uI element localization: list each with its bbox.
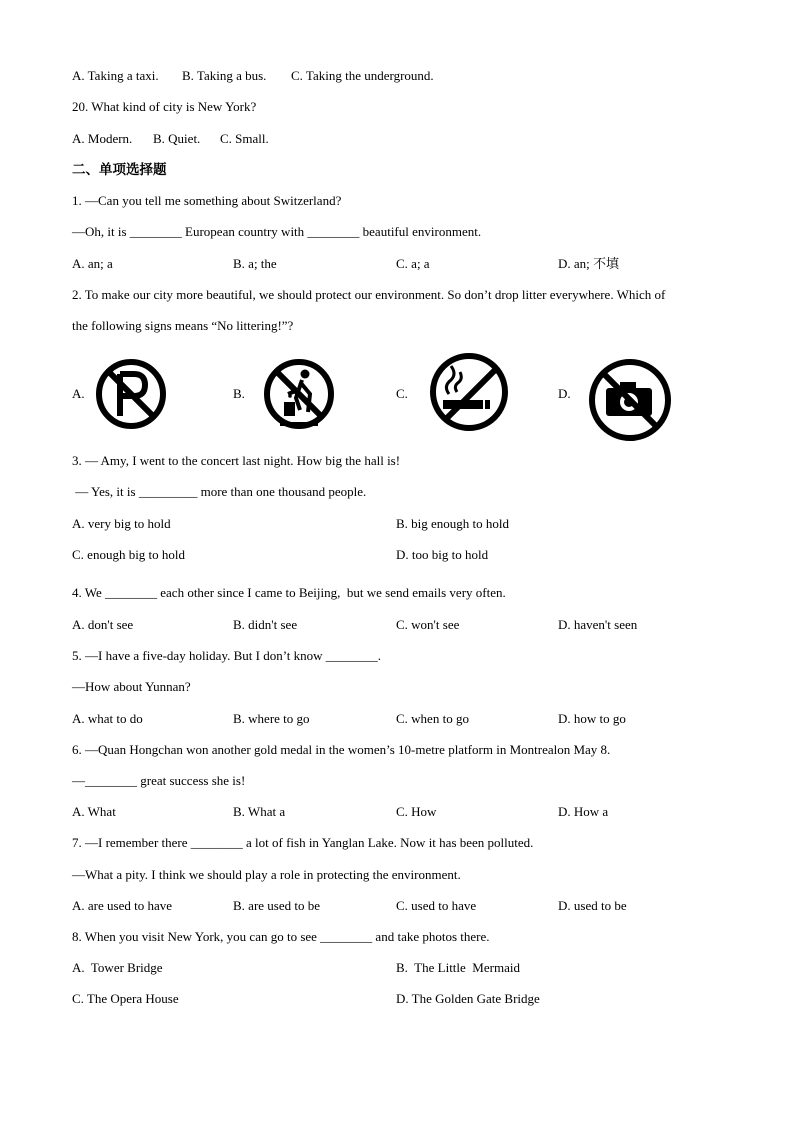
q20-option-b[interactable]: B. Quiet.	[153, 131, 201, 146]
q7-option-c[interactable]: C. used to have	[396, 898, 477, 913]
q1-option-a[interactable]: A. an; a	[72, 256, 113, 271]
q2-option-c-label[interactable]: C.	[396, 386, 408, 401]
q5-option-d[interactable]: D. how to go	[558, 711, 626, 726]
q8-option-d[interactable]: D. The Golden Gate Bridge	[396, 991, 540, 1006]
q3-option-a[interactable]: A. very big to hold	[72, 516, 171, 531]
q8-option-b[interactable]: B. The Little Mermaid	[396, 960, 520, 975]
q1-line2: —Oh, it is ________ European country with ________ beautiful environment.	[72, 224, 482, 239]
q2-option-a-label[interactable]: A.	[72, 386, 85, 401]
q4-option-a[interactable]: A. don't see	[72, 617, 134, 632]
q3-line2: — Yes, it is _________ more than one thousand people.	[72, 484, 367, 499]
q6-option-c[interactable]: C. How	[396, 804, 437, 819]
q2-option-d-label[interactable]: D.	[558, 386, 571, 401]
q4-option-b[interactable]: B. didn't see	[233, 617, 298, 632]
q5-line1: 5. —I have a five-day holiday. But I don’t know ________.	[72, 648, 382, 663]
q3-option-d[interactable]: D. too big to hold	[396, 547, 489, 562]
q19-option-a[interactable]: A. Taking a taxi.	[72, 68, 159, 83]
q8-option-a[interactable]: A. Tower Bridge	[72, 960, 163, 975]
q7-line1: 7. —I remember there ________ a lot of fish in Yanglan Lake. Now it has been polluted.	[72, 835, 534, 850]
no-parking-sign-icon[interactable]	[94, 352, 168, 434]
q4-option-c[interactable]: C. won't see	[396, 617, 460, 632]
q19-option-c[interactable]: C. Taking the underground.	[291, 68, 434, 83]
no-littering-sign-icon[interactable]	[262, 350, 336, 436]
q2-option-b-label[interactable]: B.	[233, 386, 245, 401]
q6-line1: 6. —Quan Hongchan won another gold medal in the women’s 10-metre platform in Montrealon May 8.	[72, 742, 611, 757]
q20-option-c[interactable]: C. Small.	[220, 131, 269, 146]
q6-line2: —________ great success she is!	[72, 773, 246, 788]
q1-option-d[interactable]: D. an; 不填	[558, 256, 620, 271]
q7-option-d[interactable]: D. used to be	[558, 898, 627, 913]
no-smoking-sign-icon[interactable]	[427, 350, 511, 434]
q7-option-b[interactable]: B. are used to be	[233, 898, 321, 913]
q3-option-c[interactable]: C. enough big to hold	[72, 547, 186, 562]
q3-line1: 3. — Amy, I went to the concert last night. How big the hall is!	[72, 453, 401, 468]
q5-option-b[interactable]: B. where to go	[233, 711, 310, 726]
q5-option-a[interactable]: A. what to do	[72, 711, 143, 726]
q20-question: 20. What kind of city is New York?	[72, 99, 257, 114]
q6-option-a[interactable]: A. What	[72, 804, 116, 819]
q19-option-b[interactable]: B. Taking a bus.	[182, 68, 267, 83]
q6-option-b[interactable]: B. What a	[233, 804, 286, 819]
q1-option-b[interactable]: B. a; the	[233, 256, 277, 271]
no-photography-sign-icon[interactable]	[586, 356, 674, 444]
q20-option-a[interactable]: A. Modern.	[72, 131, 133, 146]
q1-line1: 1. —Can you tell me something about Switzerland?	[72, 193, 342, 208]
q2-line2: the following signs means “No littering!”?	[72, 318, 294, 333]
section-heading: 二、单项选择题	[72, 162, 167, 178]
q6-option-d[interactable]: D. How a	[558, 804, 609, 819]
q7-option-a[interactable]: A. are used to have	[72, 898, 172, 913]
q8-option-c[interactable]: C. The Opera House	[72, 991, 179, 1006]
q1-option-c[interactable]: C. a; a	[396, 256, 430, 271]
q5-option-c[interactable]: C. when to go	[396, 711, 469, 726]
q5-line2: —How about Yunnan?	[72, 679, 191, 694]
q7-line2: —What a pity. I think we should play a role in protecting the environment.	[72, 867, 461, 882]
q2-line1: 2. To make our city more beautiful, we should protect our environment. So don’t drop litter everywhere. Which of	[72, 287, 666, 302]
q8-line1: 8. When you visit New York, you can go to see ________ and take photos there.	[72, 929, 490, 944]
q3-option-b[interactable]: B. big enough to hold	[396, 516, 510, 531]
q4-option-d[interactable]: D. haven't seen	[558, 617, 638, 632]
q4-line1: 4. We ________ each other since I came to Beijing, but we send emails very often.	[72, 585, 506, 600]
